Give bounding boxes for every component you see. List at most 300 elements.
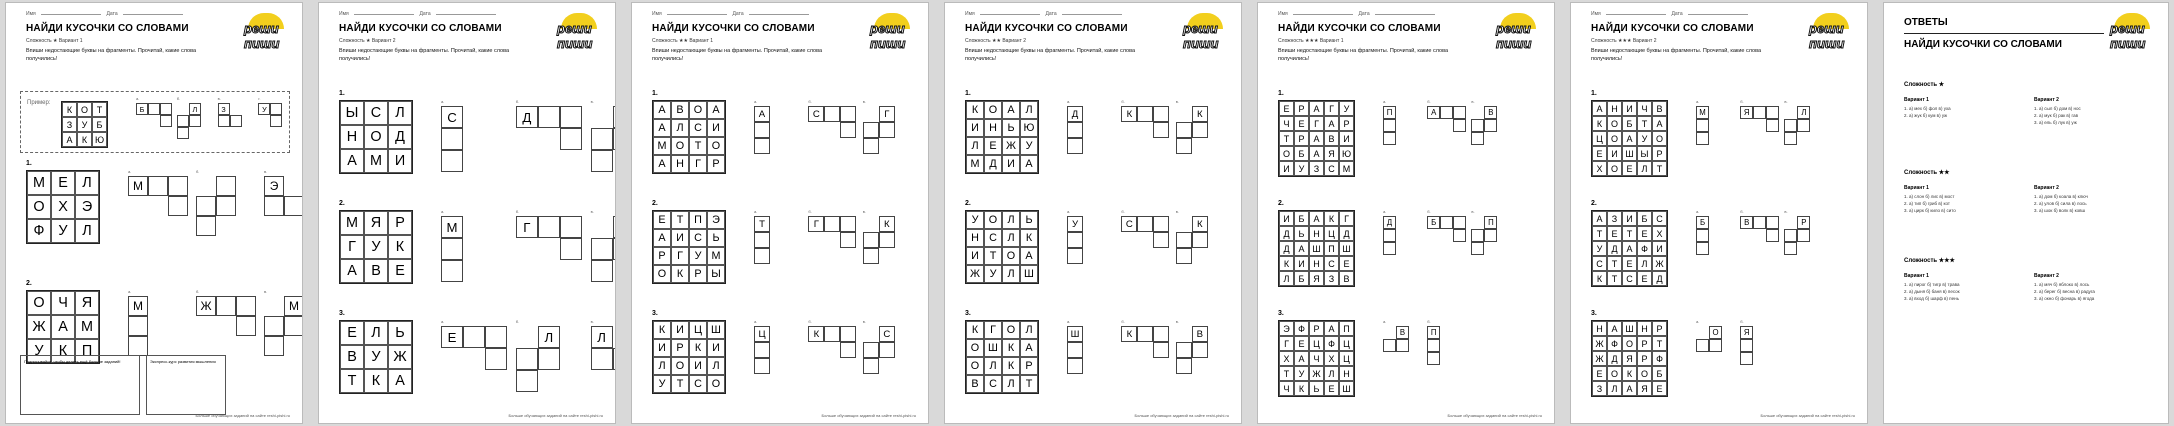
fragment-cell[interactable]: П [1383, 106, 1396, 119]
fragment-cell[interactable] [824, 106, 840, 122]
fragment-cell[interactable] [1383, 132, 1396, 145]
grid-cell: Ц [689, 321, 707, 339]
grid-cell: У [1294, 161, 1309, 176]
fragment-cell[interactable] [1453, 216, 1466, 229]
grid-cell: Ч [51, 291, 75, 315]
fragment-cell[interactable] [216, 296, 236, 316]
fragment-cell[interactable] [824, 216, 840, 232]
fragment-cell[interactable] [1067, 138, 1083, 154]
fragment-cell[interactable]: З [218, 103, 230, 115]
fragment-cell[interactable]: Д [516, 106, 538, 128]
fragment-cell[interactable] [236, 296, 256, 316]
fragment-cell[interactable] [160, 103, 172, 115]
fragment-cell[interactable]: М [128, 296, 148, 316]
task-number: 2. [1591, 200, 1597, 207]
fragment-cell[interactable] [148, 103, 160, 115]
fragment-cell[interactable] [560, 216, 582, 238]
fragment-cell[interactable] [1784, 132, 1797, 145]
grid-cell: К [1294, 381, 1309, 396]
grid-cell: Г [689, 155, 707, 173]
fragment-cell[interactable] [754, 138, 770, 154]
fragment-cell[interactable] [1696, 339, 1709, 352]
fragment-cell[interactable]: В [1740, 216, 1753, 229]
fragment-cell[interactable] [613, 106, 616, 128]
grid-cell: Т [689, 137, 707, 155]
fragment-cell[interactable]: С [808, 106, 824, 122]
fragment-cell[interactable] [1797, 119, 1810, 132]
grid-cell: С [984, 229, 1002, 247]
fragment-cell[interactable] [1153, 232, 1169, 248]
fragment-cell[interactable] [1396, 339, 1409, 352]
fragment-cell[interactable]: Э [264, 176, 284, 196]
fragment-cell[interactable]: В [1484, 106, 1497, 119]
fragment-cell[interactable] [218, 115, 230, 127]
answers-subtitle: НАЙДИ КУСОЧКИ СО СЛОВАМИ [1904, 39, 2062, 50]
fragment-cell[interactable] [754, 358, 770, 374]
fragment-cell[interactable]: Р [1797, 216, 1810, 229]
fragment-cell[interactable] [863, 248, 879, 264]
instruction-text: Впиши недостающие буквы на фрагменты. Прочитай, какие слова получились! [1278, 48, 1449, 62]
fragment-cell[interactable]: А [754, 106, 770, 122]
fragment-cell[interactable] [236, 316, 256, 336]
fragment-cell[interactable]: С [879, 326, 895, 342]
grid-cell: Г [1339, 211, 1354, 226]
fragment-cell[interactable]: М [441, 216, 463, 238]
fragment-cell[interactable] [1383, 229, 1396, 242]
fragment-cell[interactable] [1696, 119, 1709, 132]
fragment-cell[interactable] [1784, 242, 1797, 255]
fragment-cell[interactable] [463, 326, 485, 348]
fragment-cell[interactable]: К [1192, 216, 1208, 232]
difficulty-level-label: Сложность ★★ [1904, 170, 1950, 176]
fragment-cell[interactable] [1176, 358, 1192, 374]
fragment-cell[interactable]: Л [591, 326, 613, 348]
fragment-letter-label: б. [1121, 209, 1125, 214]
promo-box-social[interactable]: Подписывайся, чтобы делать ещё больше заданий! [20, 355, 140, 415]
fragment-cell[interactable] [840, 326, 856, 342]
fragment-cell[interactable] [538, 106, 560, 128]
fragment-cell[interactable] [441, 238, 463, 260]
fragment-cell[interactable] [591, 260, 613, 282]
fragment-cell[interactable] [177, 115, 189, 127]
fragment-cell[interactable] [1709, 339, 1722, 352]
fragment-cell[interactable]: К [1192, 106, 1208, 122]
fragment-cell[interactable] [1067, 358, 1083, 374]
grid-cell: И [653, 339, 671, 357]
fragment-cell[interactable] [1383, 242, 1396, 255]
fragment-cell[interactable] [216, 176, 236, 196]
fragment-cell[interactable] [1471, 119, 1484, 132]
grid-cell: Е [984, 137, 1002, 155]
fragment-cell[interactable] [1427, 339, 1440, 352]
fragment-cell[interactable] [1484, 119, 1497, 132]
fragment-cell[interactable] [840, 216, 856, 232]
fragment-cell[interactable]: М [1696, 106, 1709, 119]
grid-cell: Е [1637, 226, 1652, 241]
fragment-cell[interactable] [485, 348, 507, 370]
fragment-cell[interactable] [1383, 339, 1396, 352]
fragment-cell[interactable] [1176, 248, 1192, 264]
fragment-cell[interactable]: Ц [754, 326, 770, 342]
fragment-cell[interactable] [560, 238, 582, 260]
fragment-cell[interactable]: В [1192, 326, 1208, 342]
fragment-cell[interactable] [879, 122, 895, 138]
grid-cell: О [671, 357, 689, 375]
fragment-cell[interactable] [1766, 119, 1779, 132]
fragment-cell[interactable] [754, 122, 770, 138]
fragment-cell[interactable]: А [1427, 106, 1440, 119]
grid-cell: Е [51, 171, 75, 195]
fragment-cell[interactable]: С [441, 106, 463, 128]
grid-cell: Т [671, 375, 689, 393]
fragment-cell[interactable] [1067, 122, 1083, 138]
fragment-cell[interactable] [1696, 229, 1709, 242]
fragment-cell[interactable] [128, 336, 148, 356]
fragment-cell[interactable] [1176, 122, 1192, 138]
fragment-cell[interactable]: Д [1383, 216, 1396, 229]
fragment-cell[interactable] [441, 128, 463, 150]
grid-cell: Н [984, 119, 1002, 137]
grid-cell: Ш [1020, 265, 1038, 283]
fragment-cell[interactable] [840, 232, 856, 248]
fragment-cell[interactable] [863, 342, 879, 358]
fragment-cell[interactable] [264, 316, 284, 336]
grid-cell: Ф [1607, 336, 1622, 351]
fragment-cell[interactable] [840, 106, 856, 122]
grid-cell: Ж [1592, 351, 1607, 366]
grid-cell: Е [1592, 366, 1607, 381]
fragment-cell[interactable] [516, 348, 538, 370]
fragment-cell[interactable]: У [258, 103, 270, 115]
fragment-cell[interactable] [560, 128, 582, 150]
fragment-cell[interactable] [1696, 242, 1709, 255]
fragment-cell[interactable]: К [808, 326, 824, 342]
fragment-cell[interactable] [1192, 342, 1208, 358]
fragment-cell[interactable]: П [1484, 216, 1497, 229]
task-number: 1. [652, 90, 658, 97]
fragment-cell[interactable] [863, 358, 879, 374]
fragment-cell[interactable] [613, 238, 616, 260]
fragment-letter-label: а. [441, 319, 445, 324]
fragment-cell[interactable] [1471, 229, 1484, 242]
grid-cell: Ы [340, 101, 364, 125]
fragment-cell[interactable]: Я [1740, 326, 1753, 339]
fragment-cell[interactable] [1137, 106, 1153, 122]
grid-cell: Л [966, 137, 984, 155]
fragment-cell[interactable] [613, 128, 616, 150]
fragment-cell[interactable] [1176, 138, 1192, 154]
footer-text: Больше обучающих заданий на сайте reshi-pishi.ru [1447, 413, 1542, 418]
fragment-cell[interactable] [160, 115, 172, 127]
grid-cell: Т [671, 211, 689, 229]
grid-cell: Г [340, 235, 364, 259]
fragment-cell[interactable] [1471, 132, 1484, 145]
fragment-cell[interactable] [128, 316, 148, 336]
grid-cell: Р [1294, 101, 1309, 116]
grid-cell: О [1002, 321, 1020, 339]
fragment-cell[interactable] [591, 128, 613, 150]
fragment-cell[interactable] [591, 348, 613, 370]
task-number: 2. [26, 280, 32, 287]
fragment-cell[interactable]: М [284, 296, 303, 316]
grid-cell: Ж [27, 315, 51, 339]
grid-cell: Е [1339, 256, 1354, 271]
task-number: 1. [1278, 90, 1284, 97]
fragment-cell[interactable] [591, 150, 613, 172]
logo-text: реши пиши [1809, 21, 1845, 51]
grid-cell: С [364, 101, 388, 125]
fragment-cell[interactable] [270, 115, 282, 127]
fragment-cell[interactable] [1784, 229, 1797, 242]
fragment-cell[interactable] [1784, 119, 1797, 132]
difficulty-meta: Сложность ★ Вариант 1 [26, 38, 83, 44]
grid-cell: Ю [1020, 119, 1038, 137]
fragment-cell[interactable] [879, 232, 895, 248]
fragment-cell[interactable] [196, 216, 216, 236]
fragment-cell[interactable] [1427, 352, 1440, 365]
fragment-cell[interactable] [230, 115, 242, 127]
brand-logo [242, 13, 290, 49]
fragment-cell[interactable]: Г [808, 216, 824, 232]
fragment-cell[interactable] [1766, 216, 1779, 229]
grid-cell: К [653, 321, 671, 339]
fragment-cell[interactable] [1766, 229, 1779, 242]
fragment-cell[interactable] [1153, 326, 1169, 342]
fragment-cell[interactable]: М [128, 176, 148, 196]
fragment-cell[interactable] [284, 196, 303, 216]
grid-cell: У [984, 265, 1002, 283]
fragment-cell[interactable] [1740, 352, 1753, 365]
letter-grid [1278, 320, 1355, 397]
fragment-cell[interactable] [754, 248, 770, 264]
grid-cell: Л [1324, 366, 1339, 381]
grid-cell: Ш [1339, 241, 1354, 256]
task-number: 3. [652, 310, 658, 317]
grid-cell: В [364, 259, 388, 283]
task-number: 1. [965, 90, 971, 97]
grid-cell: И [966, 119, 984, 137]
fragment-cell[interactable]: С [1121, 216, 1137, 232]
fragment-cell[interactable] [1753, 106, 1766, 119]
grid-cell: С [1324, 161, 1339, 176]
fragment-cell[interactable] [1153, 122, 1169, 138]
fragment-cell[interactable]: Т [754, 216, 770, 232]
task-number: 3. [1591, 310, 1597, 317]
grid-cell: Е [1592, 146, 1607, 161]
fragment-cell[interactable] [1440, 106, 1453, 119]
grid-cell: Л [1020, 101, 1038, 119]
fragment-cell[interactable] [1067, 232, 1083, 248]
fragment-cell[interactable] [168, 176, 188, 196]
grid-cell: О [1652, 131, 1667, 146]
fragment-cell[interactable] [840, 342, 856, 358]
task-number: 3. [965, 310, 971, 317]
fragment-cell[interactable] [270, 103, 282, 115]
fragment-cell[interactable] [1753, 216, 1766, 229]
fragment-letter-label: в. [1175, 209, 1180, 214]
fragment-cell[interactable] [560, 106, 582, 128]
fragment-cell[interactable] [538, 348, 560, 370]
fragment-cell[interactable] [177, 127, 189, 139]
fragment-cell[interactable] [1383, 119, 1396, 132]
fragment-cell[interactable] [863, 232, 879, 248]
fragment-cell[interactable] [189, 115, 201, 127]
fragment-cell[interactable]: Я [1740, 106, 1753, 119]
page-title: НАЙДИ КУСОЧКИ СО СЛОВАМИ [339, 23, 502, 34]
promo-box-course[interactable]: Экспресс-курс развития мышления [146, 355, 226, 415]
fragment-cell[interactable] [1176, 342, 1192, 358]
fragment-cell[interactable] [538, 216, 560, 238]
fragment-cell[interactable] [1153, 106, 1169, 122]
grid-cell: Ь [1294, 226, 1309, 241]
fragment-letter-label: в. [1471, 99, 1475, 104]
grid-cell: С [984, 375, 1002, 393]
fragment-cell[interactable]: Б [1696, 216, 1709, 229]
fragment-cell[interactable] [1740, 339, 1753, 352]
task-number: 2. [965, 200, 971, 207]
grid-cell: К [1592, 271, 1607, 286]
grid-cell: М [364, 149, 388, 173]
fragment-cell[interactable] [441, 150, 463, 172]
fragment-cell[interactable] [1153, 216, 1169, 232]
fragment-cell[interactable]: Ж [196, 296, 216, 316]
brand-logo [868, 13, 916, 49]
difficulty-level-label: Сложность ★★★ [1904, 258, 1955, 264]
fragment-cell[interactable] [1453, 229, 1466, 242]
fragment-cell[interactable]: К [879, 216, 895, 232]
fragment-cell[interactable]: Г [879, 106, 895, 122]
grid-cell: Ф [1324, 336, 1339, 351]
grid-cell: П [689, 211, 707, 229]
fragment-cell[interactable] [1471, 242, 1484, 255]
grid-cell: И [1002, 155, 1020, 173]
fragment-cell[interactable] [516, 370, 538, 392]
fragment-cell[interactable] [1192, 122, 1208, 138]
fragment-cell[interactable] [284, 316, 303, 336]
grid-cell: И [1622, 101, 1637, 116]
fragment-letter-label: в. [862, 209, 867, 214]
fragment-cell[interactable]: Б [1427, 216, 1440, 229]
fragment-cell[interactable] [1766, 106, 1779, 119]
fragment-cell[interactable] [754, 342, 770, 358]
brand-logo [2108, 13, 2156, 49]
fragment-cell[interactable] [879, 342, 895, 358]
worksheet-page [631, 2, 929, 424]
fragment-cell[interactable]: Е [441, 326, 463, 348]
grid-cell: К [966, 321, 984, 339]
fragment-cell[interactable] [485, 326, 507, 348]
fragment-cell[interactable] [1137, 216, 1153, 232]
grid-cell: И [1607, 146, 1622, 161]
fragment-cell[interactable] [264, 196, 284, 216]
fragment-cell[interactable]: К [1121, 106, 1137, 122]
variant-1-label: Вариант 1 [1904, 273, 1929, 279]
letter-grid [1591, 210, 1668, 287]
letter-grid [1278, 210, 1355, 287]
page-title: НАЙДИ КУСОЧКИ СО СЛОВАМИ [1278, 23, 1441, 34]
fragment-cell[interactable] [613, 216, 616, 238]
fragment-cell[interactable] [216, 196, 236, 216]
fragment-cell[interactable] [840, 122, 856, 138]
fragment-cell[interactable] [1137, 326, 1153, 342]
fragment-letter-label: б. [1121, 99, 1125, 104]
grid-cell: Ф [1637, 241, 1652, 256]
grid-cell: А [1592, 211, 1607, 226]
fragment-cell[interactable]: Г [516, 216, 538, 238]
fragment-cell[interactable] [754, 232, 770, 248]
grid-cell: А [1622, 241, 1637, 256]
grid-cell: А [1294, 241, 1309, 256]
fragment-cell[interactable] [824, 326, 840, 342]
fragment-cell[interactable] [1153, 342, 1169, 358]
fragment-cell[interactable]: Д [1067, 106, 1083, 122]
fragment-cell[interactable] [613, 348, 616, 370]
fragment-cell[interactable]: Л [1797, 106, 1810, 119]
fragment-cell[interactable] [148, 176, 168, 196]
fragment-cell[interactable]: Л [189, 103, 201, 115]
fragment-cell[interactable] [1453, 119, 1466, 132]
grid-cell: М [653, 137, 671, 155]
fragment-cell[interactable] [1453, 106, 1466, 119]
fragment-cell[interactable] [1696, 132, 1709, 145]
fragment-cell[interactable] [1067, 248, 1083, 264]
grid-cell: Е [653, 211, 671, 229]
grid-cell: Л [1607, 381, 1622, 396]
grid-cell: Э [75, 195, 99, 219]
fragment-cell[interactable]: П [1427, 326, 1440, 339]
grid-cell: Я [1324, 146, 1339, 161]
grid-cell: Е [1607, 226, 1622, 241]
logo-text: реши пиши [557, 21, 593, 51]
fragment-cell[interactable] [591, 238, 613, 260]
fragment-cell[interactable] [1484, 229, 1497, 242]
fragment-cell[interactable] [441, 260, 463, 282]
fragment-cell[interactable] [863, 122, 879, 138]
fragment-cell[interactable] [1797, 229, 1810, 242]
fragment-cell[interactable] [1176, 232, 1192, 248]
fragment-cell[interactable] [1067, 342, 1083, 358]
variant-2-label: Вариант 2 [2034, 185, 2059, 191]
fragment-cell[interactable] [196, 196, 216, 216]
fragment-cell[interactable]: О [1709, 326, 1722, 339]
fragment-cell[interactable] [1440, 216, 1453, 229]
grid-cell: Р [1652, 146, 1667, 161]
fragment-cell[interactable]: Л [538, 326, 560, 348]
fragment-cell[interactable]: Ш [1067, 326, 1083, 342]
fragment-letter-label: а. [1067, 209, 1071, 214]
page-title: НАЙДИ КУСОЧКИ СО СЛОВАМИ [652, 23, 815, 34]
fragment-cell[interactable]: К [1121, 326, 1137, 342]
fragment-letter-label: а. [754, 99, 758, 104]
fragment-letter-label: б. [1740, 99, 1744, 104]
grid-cell: Ж [1002, 137, 1020, 155]
grid-cell: Г [1324, 101, 1339, 116]
fragment-letter-label: б. [808, 209, 812, 214]
fragment-cell[interactable] [168, 196, 188, 216]
fragment-letter-label: а. [1696, 209, 1700, 214]
fragment-cell[interactable]: Б [136, 103, 148, 115]
grid-cell: М [27, 171, 51, 195]
grid-cell: Ч [1279, 116, 1294, 131]
fragment-cell[interactable] [863, 138, 879, 154]
fragment-cell[interactable] [1192, 232, 1208, 248]
grid-cell: О [1622, 336, 1637, 351]
brand-logo [1181, 13, 1229, 49]
grid-cell: Ц [1339, 351, 1354, 366]
fragment-cell[interactable]: В [1396, 326, 1409, 339]
fragment-cell[interactable]: У [1067, 216, 1083, 232]
fragment-cell[interactable] [264, 336, 284, 356]
